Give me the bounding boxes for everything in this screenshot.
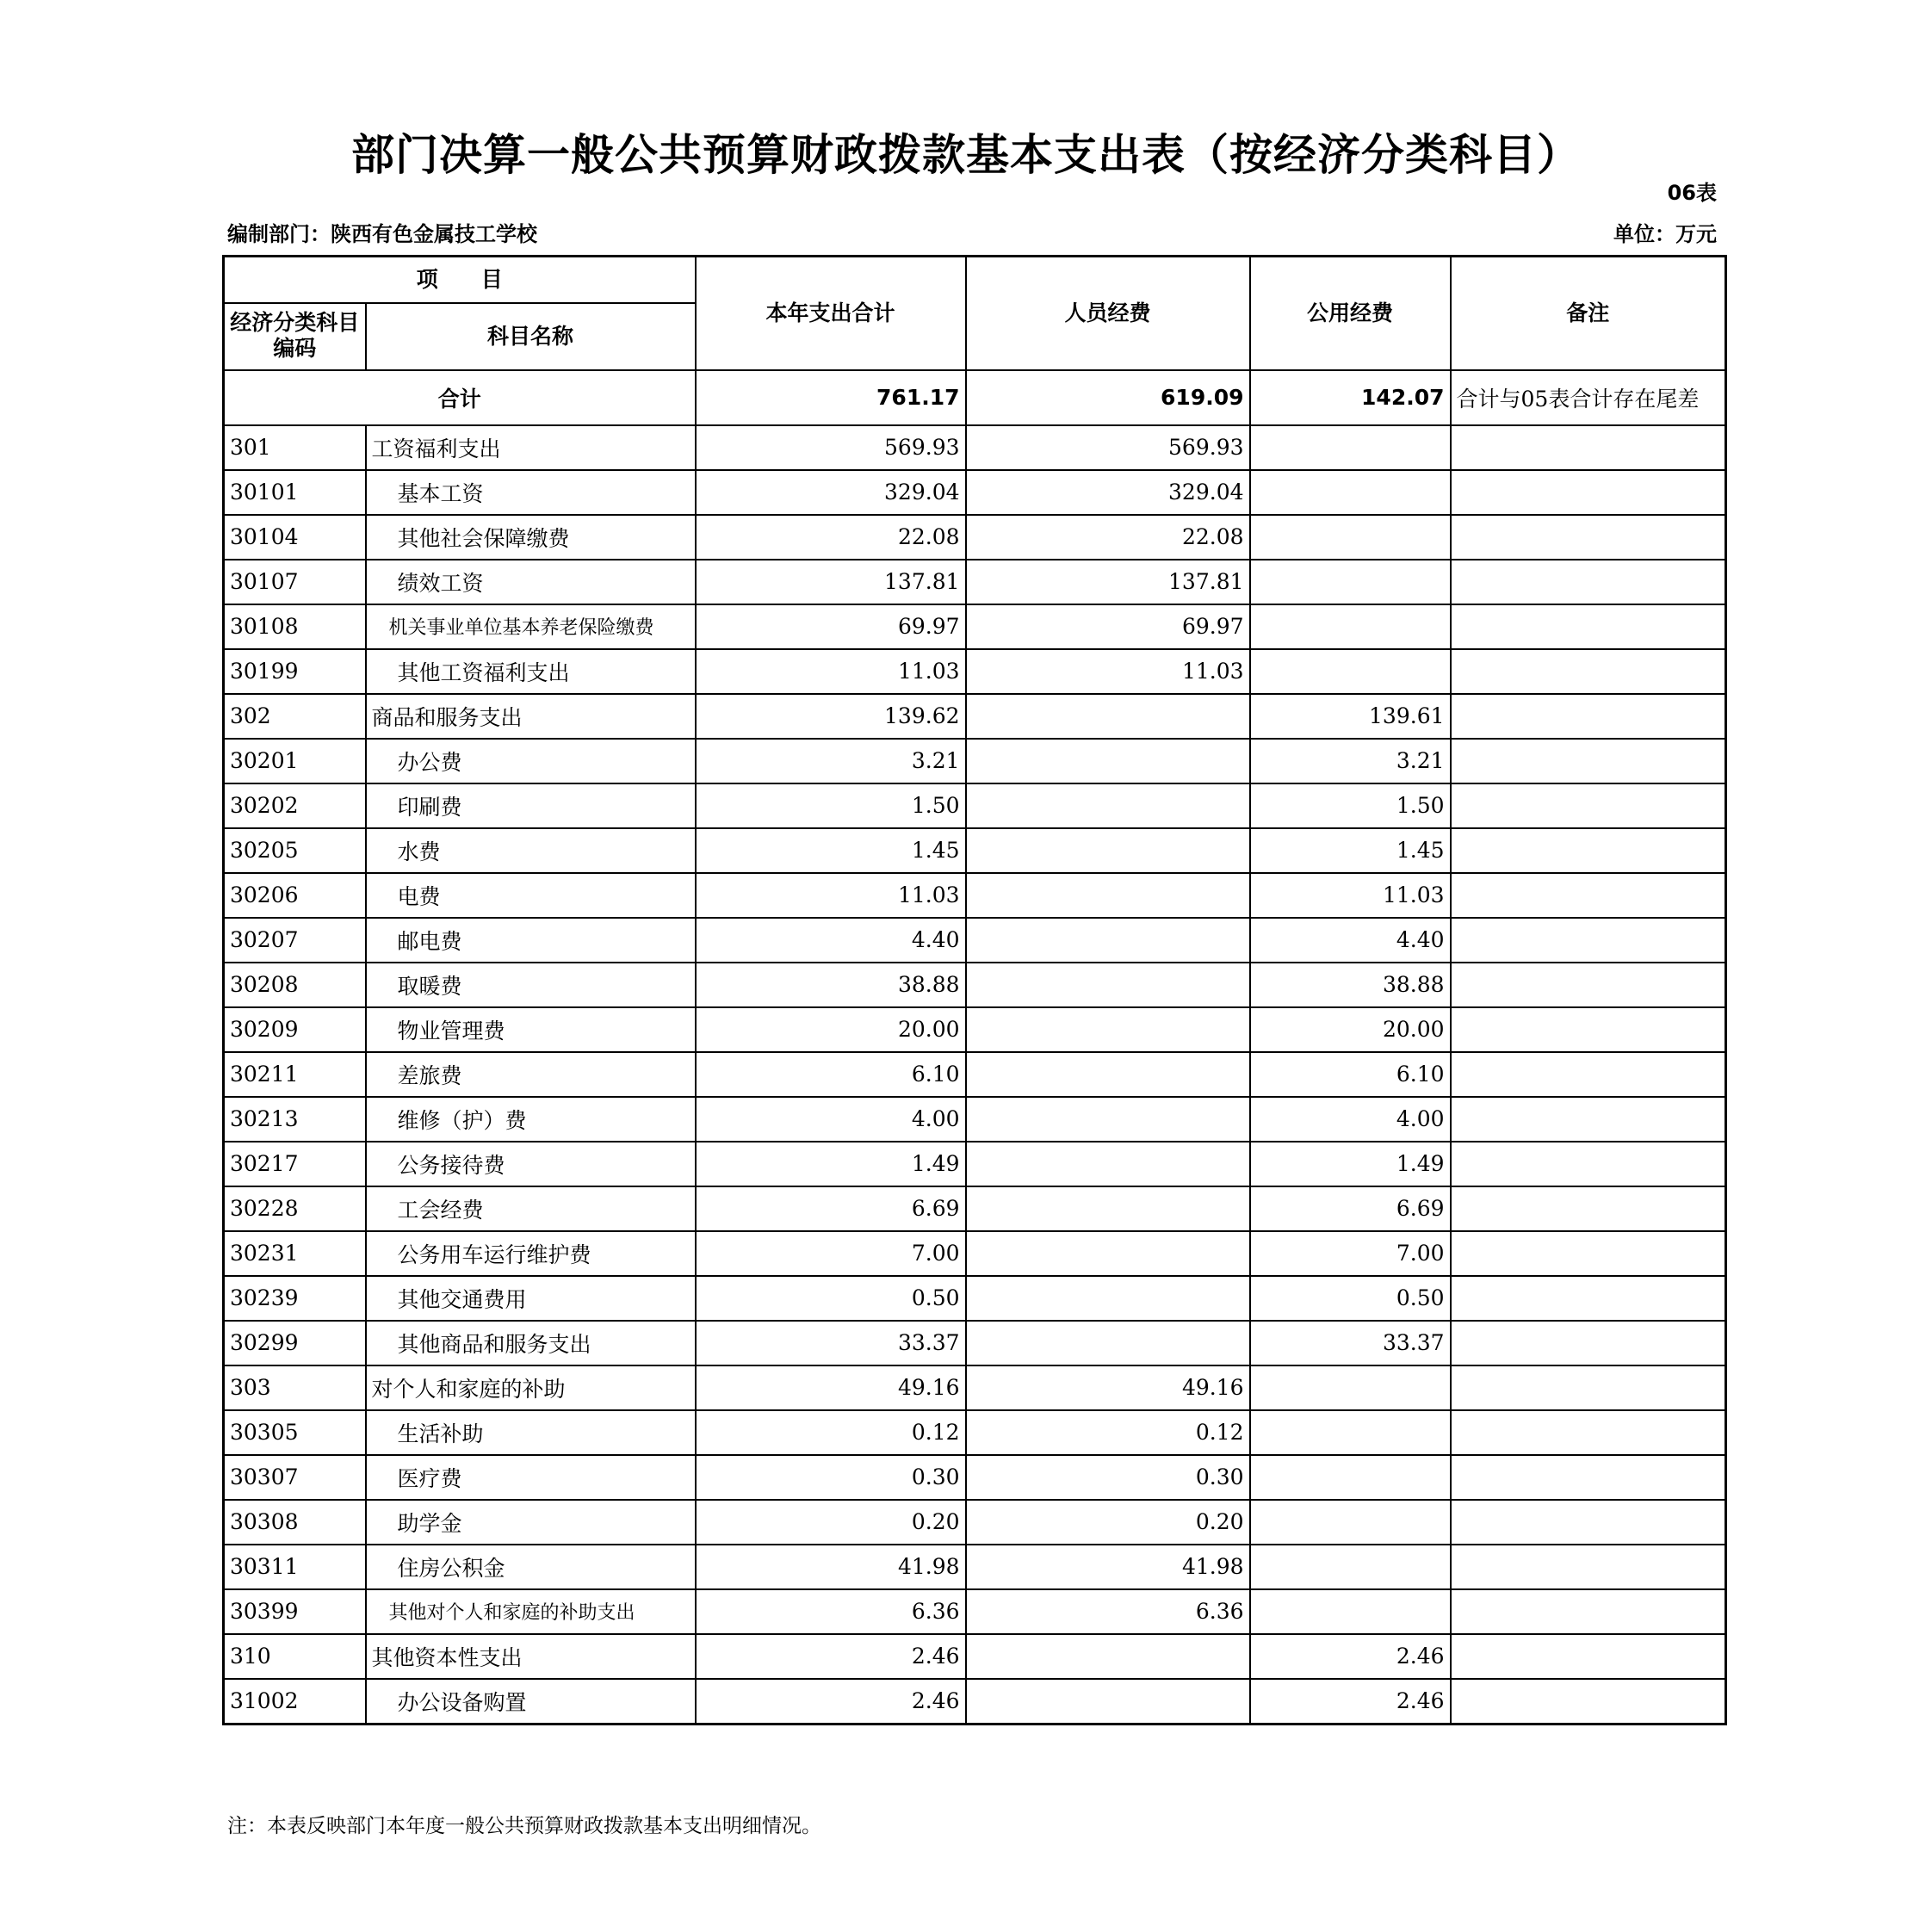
row-personnel: 41.98 <box>966 1545 1250 1589</box>
table-row <box>224 649 1726 694</box>
row-remark <box>1451 1231 1726 1276</box>
row-name: 生活补助 <box>366 1410 696 1455</box>
row-personnel <box>966 963 1250 1007</box>
table-row <box>224 1052 1726 1097</box>
row-name: 基本工资 <box>366 470 696 515</box>
row-code: 31002 <box>224 1679 366 1725</box>
row-public <box>1250 515 1451 560</box>
row-remark <box>1451 1321 1726 1365</box>
table-row <box>224 1097 1726 1142</box>
row-total: 2.46 <box>696 1634 966 1679</box>
row-name: 其他工资福利支出 <box>366 649 696 694</box>
row-public <box>1250 1455 1451 1500</box>
row-code: 30202 <box>224 783 366 828</box>
row-total: 1.50 <box>696 783 966 828</box>
total-remark: 合计与05表合计存在尾差 <box>1451 370 1726 425</box>
row-remark <box>1451 739 1726 783</box>
row-personnel: 22.08 <box>966 515 1250 560</box>
row-total: 6.10 <box>696 1052 966 1097</box>
total-public: 142.07 <box>1250 370 1451 425</box>
row-personnel <box>966 828 1250 873</box>
header-personnel: 人员经费 <box>966 257 1250 370</box>
row-remark <box>1451 1455 1726 1500</box>
row-total: 4.00 <box>696 1097 966 1142</box>
row-remark <box>1451 649 1726 694</box>
table-row <box>224 1321 1726 1365</box>
row-name: 取暖费 <box>366 963 696 1007</box>
header-item: 项 目 <box>224 257 696 303</box>
row-total: 0.12 <box>696 1410 966 1455</box>
row-code: 301 <box>224 425 366 470</box>
row-name: 住房公积金 <box>366 1545 696 1589</box>
row-public: 11.03 <box>1250 873 1451 918</box>
row-remark <box>1451 1634 1726 1679</box>
row-remark <box>1451 873 1726 918</box>
row-total: 137.81 <box>696 560 966 604</box>
row-total: 569.93 <box>696 425 966 470</box>
row-public: 2.46 <box>1250 1679 1451 1725</box>
header-total: 本年支出合计 <box>696 257 966 370</box>
row-public <box>1250 1410 1451 1455</box>
header-public: 公用经费 <box>1250 257 1451 370</box>
row-code: 30308 <box>224 1500 366 1545</box>
row-remark <box>1451 1276 1726 1321</box>
row-public <box>1250 1500 1451 1545</box>
row-personnel <box>966 1231 1250 1276</box>
row-code: 30206 <box>224 873 366 918</box>
table-row <box>224 1500 1726 1545</box>
row-remark <box>1451 783 1726 828</box>
row-name: 公务用车运行维护费 <box>366 1231 696 1276</box>
row-total: 0.20 <box>696 1500 966 1545</box>
row-personnel: 137.81 <box>966 560 1250 604</box>
row-total: 3.21 <box>696 739 966 783</box>
row-public: 1.50 <box>1250 783 1451 828</box>
row-remark <box>1451 1007 1726 1052</box>
row-name: 商品和服务支出 <box>366 694 696 739</box>
row-remark <box>1451 1142 1726 1186</box>
table-row <box>224 783 1726 828</box>
table-row <box>224 1142 1726 1186</box>
row-code: 30199 <box>224 649 366 694</box>
row-personnel <box>966 783 1250 828</box>
row-code: 30213 <box>224 1097 366 1142</box>
row-total: 329.04 <box>696 470 966 515</box>
row-total: 11.03 <box>696 873 966 918</box>
row-remark <box>1451 425 1726 470</box>
row-remark <box>1451 515 1726 560</box>
table-row <box>224 1679 1726 1725</box>
row-code: 310 <box>224 1634 366 1679</box>
row-name: 其他社会保障缴费 <box>366 515 696 560</box>
row-total: 0.30 <box>696 1455 966 1500</box>
row-public: 4.40 <box>1250 918 1451 963</box>
row-name: 维修（护）费 <box>366 1097 696 1142</box>
row-name: 办公设备购置 <box>366 1679 696 1725</box>
row-personnel <box>966 1321 1250 1365</box>
row-remark <box>1451 560 1726 604</box>
row-public <box>1250 1365 1451 1410</box>
row-public: 1.49 <box>1250 1142 1451 1186</box>
row-total: 6.36 <box>696 1589 966 1634</box>
row-code: 30201 <box>224 739 366 783</box>
row-personnel <box>966 1186 1250 1231</box>
row-public: 7.00 <box>1250 1231 1451 1276</box>
row-code: 30107 <box>224 560 366 604</box>
unit-label: 单位：万元 <box>1613 222 1717 246</box>
footnote: 注：本表反映部门本年度一般公共预算财政拨款基本支出明细情况。 <box>227 1815 821 1837</box>
table-row <box>224 515 1726 560</box>
row-name: 水费 <box>366 828 696 873</box>
row-remark <box>1451 470 1726 515</box>
row-name: 其他交通费用 <box>366 1276 696 1321</box>
table-row <box>224 694 1726 739</box>
row-public: 6.10 <box>1250 1052 1451 1097</box>
header-code <box>224 303 366 370</box>
table-row <box>224 1276 1726 1321</box>
row-name: 其他对个人和家庭的补助支出 <box>366 1589 696 1634</box>
total-row <box>224 370 1726 425</box>
row-name: 差旅费 <box>366 1052 696 1097</box>
row-code: 30108 <box>224 604 366 649</box>
row-total: 1.45 <box>696 828 966 873</box>
row-total: 6.69 <box>696 1186 966 1231</box>
table-row <box>224 1545 1726 1589</box>
row-code: 30239 <box>224 1276 366 1321</box>
row-code: 30311 <box>224 1545 366 1589</box>
row-code: 30211 <box>224 1052 366 1097</box>
row-name: 工资福利支出 <box>366 425 696 470</box>
row-remark <box>1451 604 1726 649</box>
row-total: 49.16 <box>696 1365 966 1410</box>
row-remark <box>1451 1500 1726 1545</box>
row-code: 302 <box>224 694 366 739</box>
row-remark <box>1451 1052 1726 1097</box>
row-personnel <box>966 918 1250 963</box>
table-row <box>224 963 1726 1007</box>
table-row <box>224 828 1726 873</box>
row-personnel: 49.16 <box>966 1365 1250 1410</box>
row-personnel: 569.93 <box>966 425 1250 470</box>
row-name: 工会经费 <box>366 1186 696 1231</box>
row-total: 11.03 <box>696 649 966 694</box>
row-total: 139.62 <box>696 694 966 739</box>
row-personnel: 69.97 <box>966 604 1250 649</box>
table-row <box>224 604 1726 649</box>
row-code: 30305 <box>224 1410 366 1455</box>
row-public <box>1250 470 1451 515</box>
row-personnel <box>966 694 1250 739</box>
row-public: 20.00 <box>1250 1007 1451 1052</box>
row-code: 30209 <box>224 1007 366 1052</box>
row-personnel <box>966 1142 1250 1186</box>
row-remark <box>1451 1097 1726 1142</box>
row-code: 303 <box>224 1365 366 1410</box>
row-remark <box>1451 1410 1726 1455</box>
table-row <box>224 1365 1726 1410</box>
table-row <box>224 873 1726 918</box>
row-code: 30101 <box>224 470 366 515</box>
table-row <box>224 1231 1726 1276</box>
department-label: 编制部门：陕西有色金属技工学校 <box>227 222 537 246</box>
row-code: 30307 <box>224 1455 366 1500</box>
total-label: 合计 <box>224 370 696 425</box>
table-row <box>224 1589 1726 1634</box>
row-remark <box>1451 1589 1726 1634</box>
row-personnel: 6.36 <box>966 1589 1250 1634</box>
row-code: 30228 <box>224 1186 366 1231</box>
row-remark <box>1451 694 1726 739</box>
table-row <box>224 1007 1726 1052</box>
row-total: 7.00 <box>696 1231 966 1276</box>
row-remark <box>1451 1186 1726 1231</box>
header-remark: 备注 <box>1451 257 1726 370</box>
row-public: 1.45 <box>1250 828 1451 873</box>
row-code: 30217 <box>224 1142 366 1186</box>
row-personnel <box>966 1052 1250 1097</box>
row-personnel: 0.20 <box>966 1500 1250 1545</box>
row-code: 30399 <box>224 1589 366 1634</box>
row-code: 30231 <box>224 1231 366 1276</box>
row-name: 其他商品和服务支出 <box>366 1321 696 1365</box>
page-title: 部门决算一般公共预算财政拨款基本支出表（按经济分类科目） <box>351 130 1581 180</box>
table-row <box>224 1186 1726 1231</box>
row-public: 6.69 <box>1250 1186 1451 1231</box>
row-name: 邮电费 <box>366 918 696 963</box>
table-row <box>224 739 1726 783</box>
header-name: 科目名称 <box>366 303 696 370</box>
row-personnel <box>966 873 1250 918</box>
row-remark <box>1451 1545 1726 1589</box>
row-name: 其他资本性支出 <box>366 1634 696 1679</box>
row-public: 38.88 <box>1250 963 1451 1007</box>
row-personnel: 0.30 <box>966 1455 1250 1500</box>
row-personnel <box>966 1679 1250 1725</box>
row-name: 医疗费 <box>366 1455 696 1500</box>
row-name: 绩效工资 <box>366 560 696 604</box>
row-public: 2.46 <box>1250 1634 1451 1679</box>
table-row <box>224 1634 1726 1679</box>
row-total: 41.98 <box>696 1545 966 1589</box>
row-total: 20.00 <box>696 1007 966 1052</box>
row-code: 30207 <box>224 918 366 963</box>
row-public: 4.00 <box>1250 1097 1451 1142</box>
row-code: 30299 <box>224 1321 366 1365</box>
row-name: 对个人和家庭的补助 <box>366 1365 696 1410</box>
row-public: 139.61 <box>1250 694 1451 739</box>
row-public <box>1250 1545 1451 1589</box>
row-public <box>1250 1589 1451 1634</box>
table-row <box>224 470 1726 515</box>
row-remark <box>1451 1679 1726 1725</box>
row-code: 30205 <box>224 828 366 873</box>
row-name: 办公费 <box>366 739 696 783</box>
total-personnel: 619.09 <box>966 370 1250 425</box>
total-sum: 761.17 <box>696 370 966 425</box>
row-personnel <box>966 1634 1250 1679</box>
row-remark <box>1451 828 1726 873</box>
row-public: 3.21 <box>1250 739 1451 783</box>
row-total: 4.40 <box>696 918 966 963</box>
row-remark <box>1451 963 1726 1007</box>
row-personnel: 329.04 <box>966 470 1250 515</box>
row-code: 30104 <box>224 515 366 560</box>
table-row <box>224 918 1726 963</box>
row-personnel: 11.03 <box>966 649 1250 694</box>
row-remark <box>1451 918 1726 963</box>
form-number: 06表 <box>1667 181 1717 205</box>
table-row <box>224 560 1726 604</box>
row-remark <box>1451 1365 1726 1410</box>
row-name: 公务接待费 <box>366 1142 696 1186</box>
row-personnel <box>966 1007 1250 1052</box>
row-public <box>1250 649 1451 694</box>
row-public: 0.50 <box>1250 1276 1451 1321</box>
row-name: 物业管理费 <box>366 1007 696 1052</box>
row-code: 30208 <box>224 963 366 1007</box>
row-total: 69.97 <box>696 604 966 649</box>
row-total: 0.50 <box>696 1276 966 1321</box>
row-personnel <box>966 739 1250 783</box>
row-personnel <box>966 1097 1250 1142</box>
row-name: 助学金 <box>366 1500 696 1545</box>
row-total: 22.08 <box>696 515 966 560</box>
row-total: 2.46 <box>696 1679 966 1725</box>
row-personnel: 0.12 <box>966 1410 1250 1455</box>
row-name: 电费 <box>366 873 696 918</box>
row-public: 33.37 <box>1250 1321 1451 1365</box>
header-code-text: 经济分类科目编码 <box>230 310 360 361</box>
row-public <box>1250 425 1451 470</box>
row-name: 机关事业单位基本养老保险缴费 <box>366 604 696 649</box>
row-total: 38.88 <box>696 963 966 1007</box>
row-name: 印刷费 <box>366 783 696 828</box>
expenditure-table <box>222 255 1727 1725</box>
table-row <box>224 1455 1726 1500</box>
row-total: 33.37 <box>696 1321 966 1365</box>
table-row <box>224 425 1726 470</box>
row-public <box>1250 604 1451 649</box>
table-row <box>224 1410 1726 1455</box>
row-public <box>1250 560 1451 604</box>
row-personnel <box>966 1276 1250 1321</box>
row-total: 1.49 <box>696 1142 966 1186</box>
